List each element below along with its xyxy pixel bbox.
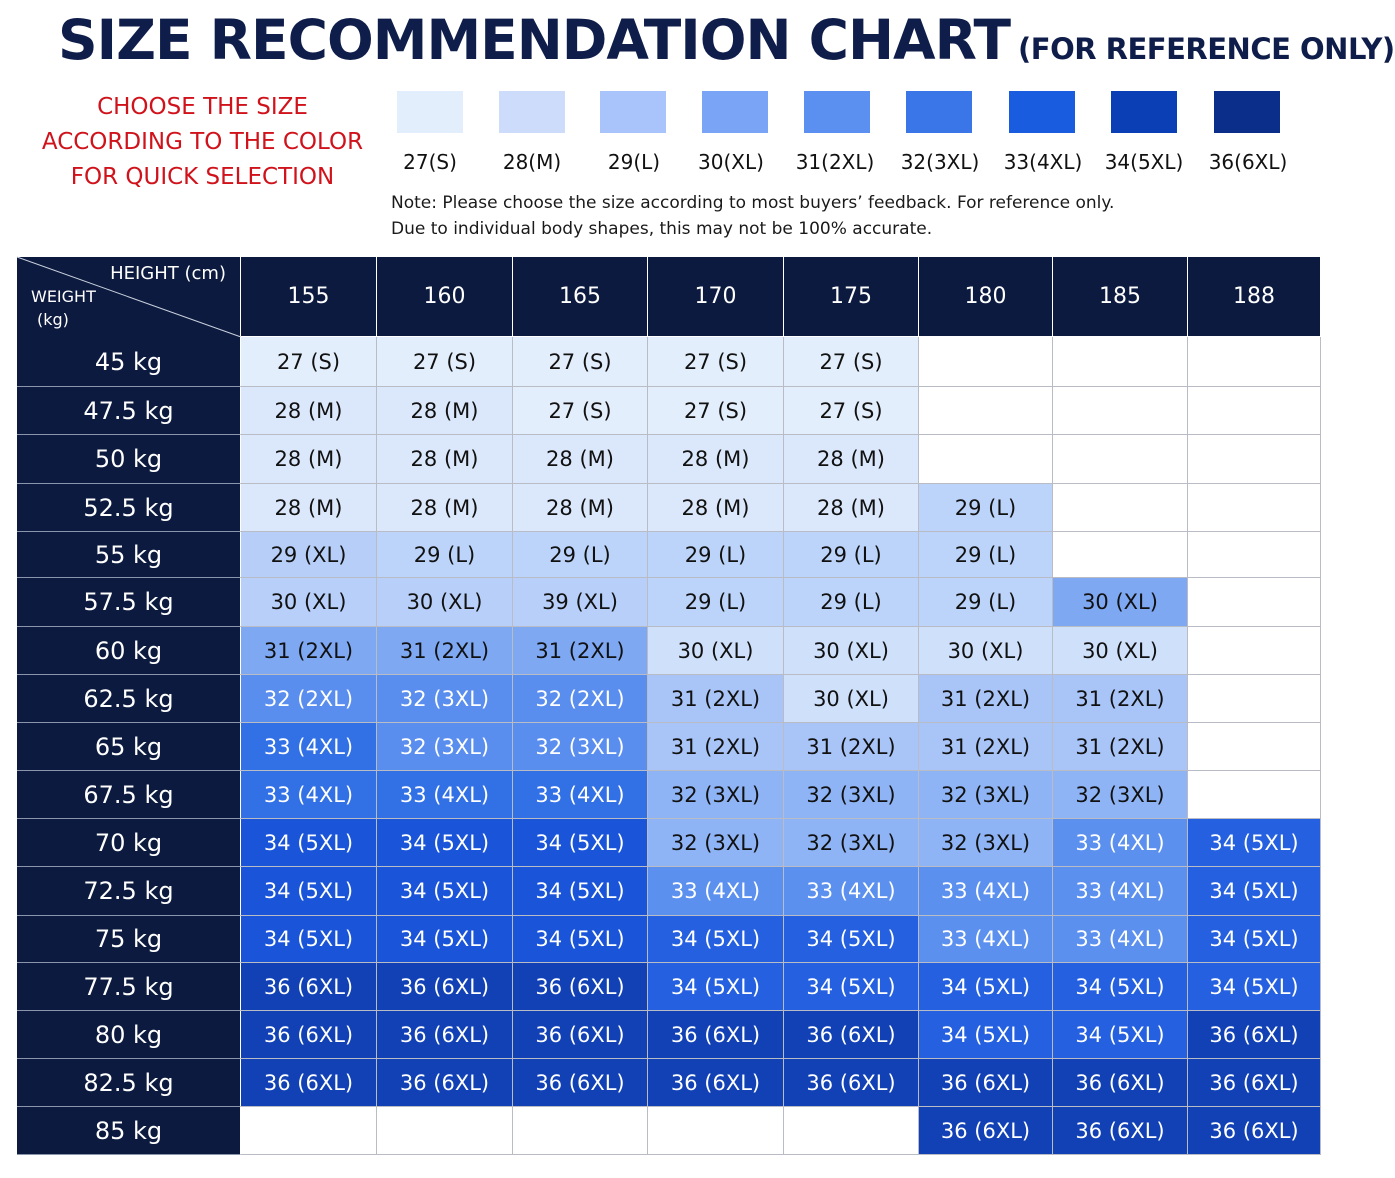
size-cell: 29 (L) <box>784 532 919 578</box>
weight-row-header: 55 kg <box>17 532 241 578</box>
weight-row-header: 50 kg <box>17 435 241 484</box>
size-cell: 36 (6XL) <box>1188 1011 1321 1059</box>
size-cell: 29 (L) <box>919 532 1053 578</box>
height-header: 165 <box>513 257 648 337</box>
table-corner-header <box>17 257 241 337</box>
legend-swatch <box>1111 91 1177 133</box>
size-cell: 36 (6XL) <box>784 1011 919 1059</box>
legend-label: 36(6XL) <box>1208 150 1288 174</box>
size-cell: 32 (3XL) <box>784 819 919 867</box>
size-cell: 28 (M) <box>784 435 919 484</box>
height-axis-label: HEIGHT (cm) <box>110 263 226 284</box>
size-cell: 28 (M) <box>513 484 648 532</box>
size-cell: 32 (3XL) <box>919 771 1053 819</box>
size-cell: 36 (6XL) <box>1188 1059 1321 1107</box>
size-cell: 34 (5XL) <box>241 819 377 867</box>
weight-row-header: 82.5 kg <box>17 1059 241 1107</box>
weight-row-header: 77.5 kg <box>17 963 241 1011</box>
size-cell: 33 (4XL) <box>648 867 784 916</box>
size-cell: 34 (5XL) <box>513 819 648 867</box>
size-cell <box>648 1107 784 1155</box>
size-cell <box>1188 337 1321 387</box>
size-cell: 36 (6XL) <box>1188 1107 1321 1155</box>
size-cell: 33 (4XL) <box>1053 916 1188 963</box>
weight-row-header: 62.5 kg <box>17 675 241 723</box>
size-cell: 27 (S) <box>513 387 648 435</box>
size-cell: 31 (2XL) <box>784 723 919 771</box>
size-cell: 27 (S) <box>377 337 513 387</box>
size-cell: 32 (3XL) <box>648 771 784 819</box>
size-cell: 28 (M) <box>241 387 377 435</box>
size-cell: 36 (6XL) <box>241 1059 377 1107</box>
weight-axis-label-line: WEIGHT <box>31 287 96 306</box>
size-cell: 29 (L) <box>919 484 1053 532</box>
size-cell: 34 (5XL) <box>648 916 784 963</box>
size-cell <box>1188 627 1321 675</box>
size-cell: 31 (2XL) <box>377 627 513 675</box>
size-cell: 33 (4XL) <box>919 916 1053 963</box>
legend-label: 31(2XL) <box>795 150 875 174</box>
size-cell: 31 (2XL) <box>1053 675 1188 723</box>
size-cell: 34 (5XL) <box>1188 963 1321 1011</box>
weight-row-header: 45 kg <box>17 337 241 387</box>
size-cell <box>241 1107 377 1155</box>
size-cell: 32 (2XL) <box>513 675 648 723</box>
size-cell: 29 (L) <box>648 578 784 627</box>
weight-row-header: 80 kg <box>17 1011 241 1059</box>
page-title <box>58 8 1395 72</box>
size-cell <box>1053 435 1188 484</box>
note-line: Note: Please choose the size according to most buyers’ feedback. For reference only. <box>391 193 1115 213</box>
instruction-line: FOR QUICK SELECTION <box>70 164 335 190</box>
size-cell: 34 (5XL) <box>1053 1011 1188 1059</box>
size-cell: 33 (4XL) <box>241 771 377 819</box>
height-header: 188 <box>1188 257 1321 337</box>
size-cell: 30 (XL) <box>241 578 377 627</box>
size-cell: 36 (6XL) <box>241 963 377 1011</box>
size-cell <box>513 1107 648 1155</box>
size-cell: 27 (S) <box>648 387 784 435</box>
size-cell: 32 (3XL) <box>648 819 784 867</box>
weight-row-header: 57.5 kg <box>17 578 241 627</box>
size-cell: 27 (S) <box>241 337 377 387</box>
legend-swatch <box>499 91 565 133</box>
size-cell: 36 (6XL) <box>513 963 648 1011</box>
size-cell: 28 (M) <box>377 435 513 484</box>
size-cell: 28 (M) <box>648 484 784 532</box>
size-cell: 36 (6XL) <box>513 1011 648 1059</box>
size-cell: 33 (4XL) <box>1053 819 1188 867</box>
size-cell: 29 (L) <box>648 532 784 578</box>
size-cell: 31 (2XL) <box>1053 723 1188 771</box>
weight-axis-label <box>31 285 96 331</box>
size-cell: 36 (6XL) <box>919 1059 1053 1107</box>
size-cell: 30 (XL) <box>377 578 513 627</box>
size-cell: 31 (2XL) <box>919 675 1053 723</box>
size-cell <box>1053 337 1188 387</box>
size-cell: 27 (S) <box>513 337 648 387</box>
size-cell <box>1188 532 1321 578</box>
size-cell: 31 (2XL) <box>513 627 648 675</box>
size-cell: 32 (3XL) <box>784 771 919 819</box>
size-cell: 36 (6XL) <box>648 1011 784 1059</box>
size-cell: 29 (L) <box>784 578 919 627</box>
legend-swatch <box>600 91 666 133</box>
size-cell: 34 (5XL) <box>513 867 648 916</box>
size-cell: 36 (6XL) <box>377 1059 513 1107</box>
size-cell: 34 (5XL) <box>1053 963 1188 1011</box>
size-cell: 36 (6XL) <box>377 1011 513 1059</box>
size-cell: 32 (3XL) <box>513 723 648 771</box>
legend-swatch <box>702 91 768 133</box>
weight-row-header: 70 kg <box>17 819 241 867</box>
legend-label: 29(L) <box>607 150 661 174</box>
size-cell: 34 (5XL) <box>241 867 377 916</box>
size-cell: 31 (2XL) <box>648 723 784 771</box>
size-cell <box>377 1107 513 1155</box>
height-header: 160 <box>377 257 513 337</box>
size-cell: 31 (2XL) <box>919 723 1053 771</box>
color-instruction <box>30 90 375 195</box>
size-cell: 34 (5XL) <box>919 963 1053 1011</box>
title-subtitle: (FOR REFERENCE ONLY) <box>1018 32 1395 66</box>
size-cell: 33 (4XL) <box>784 867 919 916</box>
size-cell: 34 (5XL) <box>1188 916 1321 963</box>
legend-swatch <box>804 91 870 133</box>
size-cell: 33 (4XL) <box>377 771 513 819</box>
size-cell: 33 (4XL) <box>241 723 377 771</box>
title-main: SIZE RECOMMENDATION CHART <box>58 8 1011 72</box>
reference-note <box>391 190 1114 242</box>
size-cell: 28 (M) <box>784 484 919 532</box>
size-cell: 28 (M) <box>377 387 513 435</box>
legend-label: 27(S) <box>403 150 457 174</box>
legend-label: 30(XL) <box>698 150 764 174</box>
size-cell: 34 (5XL) <box>1188 819 1321 867</box>
size-cell: 34 (5XL) <box>513 916 648 963</box>
height-header: 185 <box>1053 257 1188 337</box>
size-cell: 27 (S) <box>784 387 919 435</box>
size-cell <box>1188 435 1321 484</box>
size-cell: 30 (XL) <box>919 627 1053 675</box>
size-cell: 36 (6XL) <box>784 1059 919 1107</box>
size-cell: 32 (2XL) <box>241 675 377 723</box>
size-cell: 34 (5XL) <box>648 963 784 1011</box>
size-cell: 36 (6XL) <box>241 1011 377 1059</box>
size-cell: 32 (3XL) <box>1053 771 1188 819</box>
size-cell: 31 (2XL) <box>648 675 784 723</box>
weight-row-header: 67.5 kg <box>17 771 241 819</box>
size-cell <box>919 387 1053 435</box>
size-cell: 34 (5XL) <box>919 1011 1053 1059</box>
size-cell <box>919 435 1053 484</box>
size-cell: 34 (5XL) <box>241 916 377 963</box>
size-cell: 32 (3XL) <box>377 723 513 771</box>
size-cell: 29 (L) <box>377 532 513 578</box>
size-cell: 27 (S) <box>784 337 919 387</box>
legend-label: 32(3XL) <box>900 150 980 174</box>
size-cell <box>919 337 1053 387</box>
weight-row-header: 60 kg <box>17 627 241 675</box>
size-cell: 33 (4XL) <box>513 771 648 819</box>
size-cell <box>1188 578 1321 627</box>
size-cell: 36 (6XL) <box>513 1059 648 1107</box>
height-header: 180 <box>919 257 1053 337</box>
size-cell <box>1188 723 1321 771</box>
size-cell: 34 (5XL) <box>784 916 919 963</box>
size-cell: 30 (XL) <box>648 627 784 675</box>
weight-row-header: 75 kg <box>17 916 241 963</box>
size-cell: 33 (4XL) <box>1053 867 1188 916</box>
size-cell <box>1188 387 1321 435</box>
size-cell: 34 (5XL) <box>1188 867 1321 916</box>
size-cell <box>1188 484 1321 532</box>
legend-swatch <box>397 91 463 133</box>
height-header: 175 <box>784 257 919 337</box>
weight-row-header: 47.5 kg <box>17 387 241 435</box>
size-cell <box>1188 675 1321 723</box>
size-cell: 30 (XL) <box>1053 578 1188 627</box>
weight-row-header: 72.5 kg <box>17 867 241 916</box>
size-cell <box>1053 532 1188 578</box>
note-line: Due to individual body shapes, this may not be 100% accurate. <box>391 219 933 239</box>
size-cell <box>1053 484 1188 532</box>
weight-row-header: 85 kg <box>17 1107 241 1155</box>
size-cell: 36 (6XL) <box>377 963 513 1011</box>
size-cell <box>1188 771 1321 819</box>
size-cell: 30 (XL) <box>784 675 919 723</box>
height-header: 170 <box>648 257 784 337</box>
legend-label: 28(M) <box>502 150 562 174</box>
size-cell: 28 (M) <box>513 435 648 484</box>
weight-row-header: 65 kg <box>17 723 241 771</box>
weight-row-header: 52.5 kg <box>17 484 241 532</box>
instruction-line: ACCORDING TO THE COLOR <box>41 129 364 155</box>
size-cell: 27 (S) <box>648 337 784 387</box>
size-cell: 28 (M) <box>241 484 377 532</box>
height-header: 155 <box>241 257 377 337</box>
size-cell: 28 (M) <box>241 435 377 484</box>
legend-swatch <box>906 91 972 133</box>
size-cell: 29 (XL) <box>241 532 377 578</box>
instruction-line: CHOOSE THE SIZE <box>97 94 308 120</box>
size-cell: 34 (5XL) <box>377 916 513 963</box>
size-cell: 32 (3XL) <box>377 675 513 723</box>
legend-swatch <box>1214 91 1280 133</box>
size-cell: 36 (6XL) <box>1053 1107 1188 1155</box>
weight-axis-label-line: (kg) <box>37 310 69 329</box>
size-cell: 34 (5XL) <box>784 963 919 1011</box>
size-cell: 28 (M) <box>377 484 513 532</box>
legend-label: 34(5XL) <box>1104 150 1184 174</box>
size-cell: 31 (2XL) <box>241 627 377 675</box>
size-cell: 36 (6XL) <box>648 1059 784 1107</box>
size-cell: 28 (M) <box>648 435 784 484</box>
size-cell: 33 (4XL) <box>919 867 1053 916</box>
size-cell <box>784 1107 919 1155</box>
size-cell <box>1053 387 1188 435</box>
size-cell: 29 (L) <box>919 578 1053 627</box>
size-cell: 36 (6XL) <box>919 1107 1053 1155</box>
size-cell: 39 (XL) <box>513 578 648 627</box>
size-cell: 34 (5XL) <box>377 867 513 916</box>
legend-label: 33(4XL) <box>1003 150 1083 174</box>
size-cell: 30 (XL) <box>1053 627 1188 675</box>
size-cell: 36 (6XL) <box>1053 1059 1188 1107</box>
size-cell: 29 (L) <box>513 532 648 578</box>
size-cell: 32 (3XL) <box>919 819 1053 867</box>
legend-swatch <box>1009 91 1075 133</box>
size-cell: 34 (5XL) <box>377 819 513 867</box>
size-cell: 30 (XL) <box>784 627 919 675</box>
